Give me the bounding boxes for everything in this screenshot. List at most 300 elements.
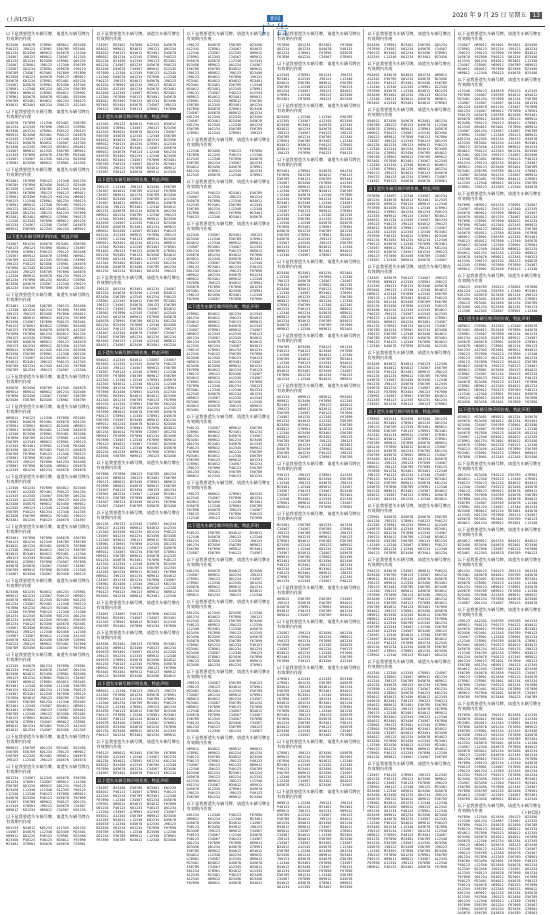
plate-code: Q01234 [163, 430, 177, 434]
plate-code: F67890 [298, 151, 311, 155]
plate-code: M23401 [207, 689, 220, 693]
plate-code: E56789 [384, 429, 397, 433]
notice-heading: 以下遗失车辆号牌声明作废，特此声明 [6, 233, 90, 240]
plate-code: A12345 [22, 219, 36, 223]
plate-code: L12340 [525, 521, 538, 525]
plate-code: P40123 [401, 577, 414, 581]
plate-code: J90123 [401, 143, 414, 147]
plate-code: P40123 [401, 493, 414, 497]
plate-code: N34012 [163, 674, 177, 678]
plate-code: H89012 [525, 655, 538, 659]
plate-code: A12345 [417, 531, 431, 535]
plate-code: D45678 [276, 605, 290, 609]
plate-code: C34567 [417, 276, 431, 280]
plate-code: B23456 [474, 243, 487, 247]
plate-list [277, 473, 361, 509]
plate-code: K01234 [367, 238, 380, 242]
plate-code: A12345 [73, 328, 86, 332]
plate-code: Q01234 [22, 211, 36, 215]
plate-code: N34012 [434, 163, 448, 167]
plate-code: P40123 [298, 489, 311, 493]
notice-heading: 以下是我要遗失车辆号牌，请遗失车辆号牌在有效期内作废 [276, 157, 361, 167]
plate-code: C34567 [96, 201, 109, 205]
notice-heading: 以下是我要遗失车辆号牌，请遗失车辆号牌在有效期内作废 [6, 578, 90, 588]
plate-code: K01234 [249, 273, 263, 277]
plate-code: M23401 [474, 141, 487, 145]
plate-code: J90123 [113, 166, 126, 170]
plate-code: H89012 [249, 55, 263, 59]
plate-code: E56789 [6, 646, 19, 650]
plate-code: K01234 [96, 323, 109, 327]
notice-heading: 以下是我要遗失车辆号牌，请遗失车辆号牌在有效期内作废 [457, 77, 542, 87]
plate-code: M23401 [56, 432, 69, 436]
plate-code: N34012 [340, 693, 353, 697]
plate-code: Q01234 [228, 312, 242, 316]
plate-code: B23456 [146, 830, 160, 834]
plate-code: E56789 [319, 755, 332, 759]
plate-code: P40123 [508, 547, 521, 551]
plate-code: K01234 [113, 269, 126, 273]
plate-code: N34012 [113, 759, 126, 763]
plate-code: H89012 [457, 691, 470, 695]
plate-code: L12340 [474, 745, 487, 749]
plate-code: N34012 [434, 735, 448, 739]
plate-code: P40123 [73, 199, 86, 203]
plate-code: P40123 [96, 590, 109, 594]
plate-code: F67890 [22, 610, 36, 614]
plate-code: K01234 [298, 311, 311, 315]
plate-code: N34012 [417, 89, 431, 93]
plate-code: E56789 [130, 504, 143, 508]
plate-code: E56789 [146, 566, 160, 570]
plate-code: K01234 [113, 794, 126, 798]
plate-code: Q01234 [6, 59, 19, 63]
plate-code: D45678 [96, 658, 109, 662]
plate-code: F67890 [228, 615, 242, 619]
plate-code: H89012 [207, 71, 220, 75]
plate-code: K01234 [525, 679, 538, 683]
plate-code: M23401 [207, 203, 220, 207]
plate-code: D45678 [508, 879, 521, 883]
plate-code: A12345 [491, 455, 504, 459]
plate-code: H89012 [491, 63, 504, 67]
plate-code: A12345 [130, 763, 143, 767]
plate-code: M23401 [6, 536, 19, 540]
plate-code: L12340 [130, 830, 143, 834]
plate-code: M23401 [73, 456, 86, 460]
plate-code: D45678 [186, 713, 199, 717]
plate-code: H89012 [228, 747, 242, 751]
plate-code: E56789 [130, 398, 143, 402]
plate-code: Q01234 [434, 417, 448, 421]
plate-code: D45678 [474, 725, 487, 729]
plate-code: J90123 [508, 663, 521, 667]
plate-code: B23456 [6, 672, 19, 676]
plate-code: E56789 [457, 729, 470, 733]
plate-code: G78901 [417, 485, 431, 489]
plate-code: H89012 [401, 155, 414, 159]
plate-code: B23456 [417, 284, 431, 288]
plate-code: C34567 [434, 254, 448, 258]
plate-code: F67890 [6, 332, 19, 336]
plate-code: B23456 [113, 197, 126, 201]
plate-list [6, 43, 90, 107]
plate-code: H89012 [186, 474, 199, 478]
plate-code: M23401 [96, 249, 109, 253]
plate-code: D45678 [56, 468, 69, 472]
plate-code: D45678 [113, 558, 126, 562]
plate-code: F67890 [434, 683, 448, 687]
plate-code: C34567 [96, 189, 109, 193]
plate-code: L12340 [163, 586, 177, 590]
plate-code: E56789 [186, 127, 199, 131]
plate-code: B23456 [6, 398, 19, 402]
plate-code: A12345 [207, 360, 220, 364]
plate-code: J90123 [401, 336, 414, 340]
plate-code: G78901 [56, 59, 69, 63]
plate-code: C34567 [130, 67, 143, 71]
plate-code: B23456 [401, 551, 414, 555]
plate-code: N34012 [340, 825, 353, 829]
plate-code: M23401 [6, 316, 19, 320]
plate-code: C34567 [417, 755, 431, 759]
plate-code: B23456 [96, 826, 109, 830]
plate-code: L12340 [434, 547, 448, 551]
plate-code: G78901 [319, 473, 332, 477]
plate-code: N34012 [367, 781, 380, 785]
plate-code: Q01234 [113, 55, 126, 59]
plate-code: Q01234 [525, 505, 538, 509]
plate-code: B23456 [401, 151, 414, 155]
plate-code: L12340 [508, 324, 521, 328]
plate-code: C34567 [525, 671, 538, 675]
plate-code: A12345 [340, 567, 353, 571]
plate-code: C34567 [6, 680, 19, 684]
plate-code: J90123 [340, 131, 353, 135]
plate-code: C34567 [96, 612, 109, 616]
plate-code: Q01234 [163, 335, 177, 339]
plate-code: H89012 [319, 535, 332, 539]
plate-code: A12345 [207, 787, 220, 791]
plate-code: G78901 [474, 679, 487, 683]
plate-code: C34567 [113, 343, 126, 347]
plate-code: N34012 [113, 201, 126, 205]
plate-code: G78901 [113, 542, 126, 546]
plate-code: E56789 [298, 217, 311, 221]
plate-code: L12340 [384, 258, 397, 262]
plate-code: B23456 [434, 55, 448, 59]
plate-code: Q01234 [417, 73, 431, 77]
plate-code: D45678 [319, 127, 332, 131]
plate-code: Q01234 [22, 540, 36, 544]
plate-code: H89012 [319, 395, 332, 399]
plate-code: B23456 [340, 885, 353, 889]
plate-code: P40123 [401, 324, 414, 328]
plate-code: G78901 [186, 751, 199, 755]
plate-list [458, 89, 542, 189]
plate-code: L12340 [491, 781, 504, 785]
plate-code: A12345 [434, 344, 448, 348]
plate-code: L12340 [146, 323, 160, 327]
plate-code: B23456 [228, 655, 242, 659]
plate-code: K01234 [130, 209, 143, 213]
plate-code: G78901 [22, 780, 36, 784]
plate-code: F67890 [457, 823, 470, 827]
plate-code: F67890 [73, 642, 86, 646]
plate-code: F67890 [22, 179, 36, 183]
plate-code: G78901 [186, 430, 199, 434]
plate-code: P40123 [113, 370, 126, 374]
plate-code: J90123 [22, 506, 36, 510]
plate-code: N34012 [6, 728, 19, 732]
plate-code: J90123 [474, 356, 487, 360]
plate-code: L12340 [508, 505, 521, 509]
plate-code: P40123 [525, 376, 538, 380]
plate-code: L12340 [73, 51, 86, 55]
plate-code: P40123 [113, 51, 126, 55]
plate-code: F67890 [39, 286, 52, 290]
plate-code: E56789 [56, 149, 69, 153]
plate-code: K01234 [367, 755, 380, 759]
plate-code: J90123 [6, 556, 19, 560]
plate-code: C34567 [276, 841, 290, 845]
plate-code: C34567 [163, 287, 177, 291]
plate-code: H89012 [186, 817, 199, 821]
plate-code: N34012 [401, 234, 414, 238]
plate-code: F67890 [474, 55, 487, 59]
plate-code: D45678 [130, 771, 143, 775]
plate-code: L12340 [367, 849, 380, 853]
plate-code: P40123 [491, 451, 504, 455]
plate-code: E56789 [417, 585, 431, 589]
plate-code: G78901 [6, 456, 19, 460]
plate-code: D45678 [39, 274, 52, 278]
plate-code: B23456 [525, 439, 538, 443]
plate-code: P40123 [249, 681, 263, 685]
plate-code: F67890 [228, 211, 242, 215]
plate-code: E56789 [22, 746, 36, 750]
plate-code: G78901 [113, 83, 126, 87]
plate-code: G78901 [207, 348, 220, 352]
plate-code: L12340 [56, 610, 69, 614]
plate-code: G78901 [525, 477, 538, 481]
plate-code: C34567 [340, 485, 353, 489]
plate-code: A12345 [146, 822, 160, 826]
plate-code: K01234 [508, 679, 521, 683]
continuation-note: (下转C版) [522, 810, 540, 815]
plate-code: L12340 [457, 392, 470, 396]
plate-code: H89012 [384, 135, 397, 139]
plate-code: N34012 [130, 47, 143, 51]
plate-code: P40123 [319, 451, 332, 455]
plate-code: F67890 [130, 430, 143, 434]
plate-code: F67890 [319, 639, 332, 643]
plate-code: H89012 [276, 505, 290, 509]
plate-code: J90123 [401, 222, 414, 226]
plate-list [96, 522, 180, 598]
plate-code: H89012 [113, 476, 126, 480]
plate-code: J90123 [340, 571, 353, 575]
plate-code: L12340 [113, 689, 126, 693]
plate-code: L12340 [186, 627, 199, 631]
plate-code: D45678 [474, 835, 487, 839]
plate-code: K01234 [434, 398, 448, 402]
plate-code: G78901 [22, 348, 36, 352]
plate-code: G78901 [417, 493, 431, 497]
plate-code: D45678 [130, 303, 143, 307]
column-5 [367, 29, 454, 869]
plate-code: M23401 [340, 395, 353, 399]
plate-code: E56789 [39, 386, 52, 390]
plate-code: D45678 [384, 276, 397, 280]
plate-code: N34012 [56, 278, 69, 282]
plate-code: H89012 [96, 550, 109, 554]
plate-code: P40123 [186, 833, 199, 837]
plate-code: J90123 [186, 348, 199, 352]
notice-heading: 以下是我要遗失车辆号牌，请遗失车辆号牌在有效期内作废 [186, 599, 271, 609]
plate-code: M23401 [434, 230, 448, 234]
plate-code: L12340 [228, 817, 242, 821]
plate-code: L12340 [249, 261, 263, 265]
plate-code: B23456 [56, 728, 69, 732]
plate-code: H89012 [163, 339, 177, 343]
plate-code: G78901 [434, 51, 448, 55]
plate-code: C34567 [508, 867, 521, 871]
plate-code: A12345 [163, 620, 177, 624]
plate-code: H89012 [491, 109, 504, 113]
plate-code: P40123 [384, 865, 397, 869]
plate-code: B23456 [73, 95, 86, 99]
plate-code: E56789 [417, 845, 431, 849]
plate-code: Q01234 [525, 753, 538, 757]
plate-code: Q01234 [417, 793, 431, 797]
notice-heading: 以下是我要遗失车辆号牌，请遗失车辆号牌在有效期内作废 [186, 557, 271, 567]
plate-code: E56789 [474, 589, 487, 593]
plate-code: J90123 [207, 577, 220, 581]
plate-code: L12340 [508, 207, 521, 211]
plate-code: H89012 [146, 170, 160, 174]
plate-code: C34567 [457, 635, 470, 639]
plate-code: F67890 [56, 692, 69, 696]
plate-code: B23456 [474, 785, 487, 789]
plate-code: C34567 [113, 612, 126, 616]
plate-code: K01234 [384, 645, 397, 649]
plate-code: M23401 [276, 97, 290, 101]
plate-code: M23401 [146, 794, 160, 798]
plate-code: H89012 [491, 521, 504, 525]
plate-code: E56789 [96, 755, 109, 759]
plate-code: Q01234 [39, 332, 52, 336]
plate-code: B23456 [340, 555, 353, 559]
plate-code: K01234 [434, 449, 448, 453]
plate-code: C34567 [298, 829, 311, 833]
plate-code: A12345 [228, 857, 242, 861]
plate-code: J90123 [207, 372, 220, 376]
plate-code: Q01234 [367, 449, 380, 453]
plate-code: N34012 [417, 101, 431, 105]
plate-code: H89012 [146, 590, 160, 594]
plate-code: E56789 [249, 454, 263, 458]
plate-code: C34567 [130, 798, 143, 802]
plate-code: E56789 [6, 99, 19, 103]
plate-code: B23456 [457, 543, 470, 547]
plate-code: Q01234 [113, 386, 126, 390]
plate-code: L12340 [276, 353, 290, 357]
plate-code: N34012 [73, 312, 86, 316]
plate-code: M23401 [249, 500, 263, 504]
plate-code: H89012 [474, 203, 487, 207]
plate-code: E56789 [6, 71, 19, 75]
plate-code: N34012 [401, 366, 414, 370]
plate-code: J90123 [146, 47, 160, 51]
notice-heading: 以下是我要遗失车辆号牌，请遗失车辆号牌在有效期内作废 [457, 273, 542, 283]
plate-code: Q01234 [6, 614, 19, 618]
plate-code: D45678 [367, 127, 380, 131]
plate-code: A12345 [491, 855, 504, 859]
plate-code: A12345 [22, 266, 36, 270]
plate-code: Q01234 [163, 806, 177, 810]
plate-code: J90123 [384, 175, 397, 179]
plate-code: N34012 [39, 424, 52, 428]
plate-code: M23401 [434, 477, 448, 481]
plate-code: J90123 [474, 161, 487, 165]
plate-code: N34012 [434, 535, 448, 539]
plate-code: K01234 [73, 332, 86, 336]
plate-code: J90123 [508, 601, 521, 605]
plate-code: L12340 [508, 289, 521, 293]
plate-code: L12340 [457, 309, 470, 313]
plate-code: H89012 [39, 215, 52, 219]
notice-heading: 以下是我要遗失车辆号牌，请遗失车辆号牌在有效期内作废 [186, 669, 271, 679]
plate-code: B23456 [73, 486, 86, 490]
plate-code: B23456 [457, 733, 470, 737]
plate-code: L12340 [163, 594, 177, 598]
plate-code: F67890 [130, 496, 143, 500]
plate-code: Q01234 [228, 380, 242, 384]
plate-code: H89012 [249, 783, 263, 787]
plate-code: K01234 [228, 384, 242, 388]
plate-code: N34012 [276, 651, 290, 655]
plate-code: F67890 [56, 71, 69, 75]
plate-code: B23456 [228, 721, 242, 725]
plate-code: A12345 [384, 617, 397, 621]
plate-code: A12345 [22, 440, 36, 444]
plate-code: B23456 [163, 454, 177, 458]
plate-code: C34567 [113, 303, 126, 307]
plate-code: D45678 [6, 121, 19, 125]
plate-code: B23456 [457, 631, 470, 635]
plate-code: D45678 [340, 643, 353, 647]
plate-code: H89012 [146, 654, 160, 658]
plate-code: D45678 [163, 315, 177, 319]
plate-code: A12345 [367, 284, 380, 288]
column-3 [186, 29, 274, 885]
plate-code: F67890 [367, 47, 380, 51]
plate-code: M23401 [367, 159, 380, 163]
plate-code: P40123 [163, 63, 177, 67]
plate-code: B23456 [474, 781, 487, 785]
plate-code: D45678 [417, 515, 431, 519]
plate-code: K01234 [491, 105, 504, 109]
plate-code: E56789 [146, 709, 160, 713]
plate-code: L12340 [146, 150, 160, 154]
plate-code: Q01234 [491, 356, 504, 360]
plate-code: L12340 [434, 485, 448, 489]
plate-code: N34012 [401, 731, 414, 735]
plate-code: Q01234 [146, 729, 160, 733]
plate-code: L12340 [163, 763, 177, 767]
plate-code: G78901 [319, 283, 332, 287]
